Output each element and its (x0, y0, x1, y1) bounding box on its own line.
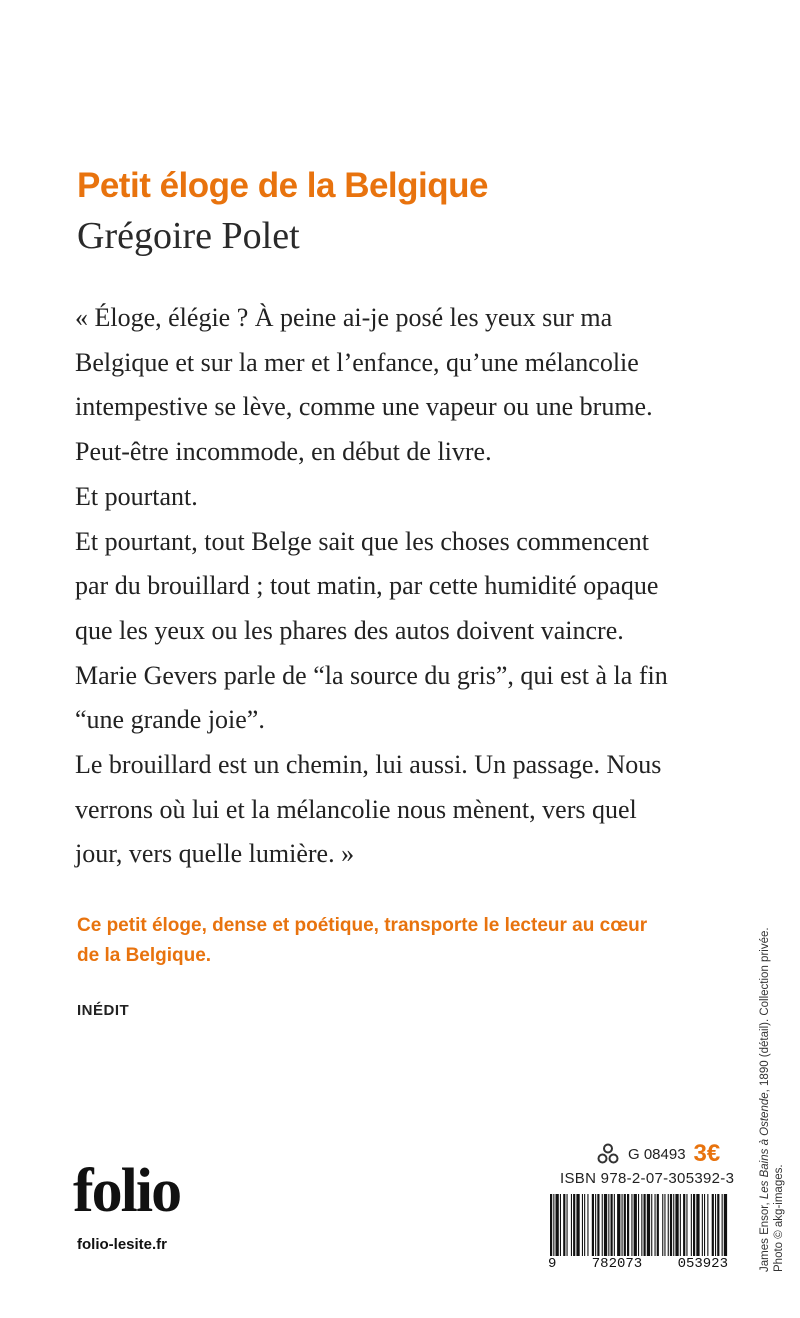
barcode-bar (560, 1194, 561, 1264)
quote-line: Peut-être incommode, en début de livre. (75, 437, 492, 467)
quote-line: que les yeux ou les phares des autos doivent vaincre. (75, 615, 624, 645)
barcode-bar (641, 1194, 642, 1264)
barcode-bar (670, 1194, 672, 1264)
barcode-bar (651, 1194, 652, 1264)
barcode-digit-group: 053923 (677, 1256, 728, 1272)
quote-line: Et pourtant. (75, 481, 198, 511)
book-blurb (77, 911, 737, 971)
quote-line: Belgique et sur la mer et l’enfance, qu’une mélancolie (75, 347, 639, 377)
barcode-bar (657, 1194, 659, 1264)
barcode-bar (556, 1194, 559, 1264)
barcode-bar (704, 1194, 705, 1264)
book-title: Petit éloge de la Belgique (77, 166, 488, 205)
quote-excerpt (75, 296, 765, 877)
credit-line: Photo © akg-images. (773, 1164, 785, 1272)
barcode-bar (715, 1194, 716, 1264)
quote-line: « Éloge, élégie ? À peine ai-je posé les yeux sur ma (75, 303, 613, 332)
barcode-bar (631, 1194, 632, 1264)
barcode-bar (634, 1194, 637, 1264)
barcode-bar (627, 1194, 629, 1264)
quote-line: verrons où lui et la mélancolie nous mènent, vers quel (75, 794, 637, 824)
barcode-bar (717, 1194, 719, 1264)
barcode-bar (611, 1194, 613, 1264)
barcode-bar (617, 1194, 620, 1264)
barcode-bar (702, 1194, 703, 1264)
barcode-digit-group: 9 (548, 1256, 557, 1272)
barcode-bar (673, 1194, 674, 1264)
barcode-bar (624, 1194, 626, 1264)
blurb-line: de la Belgique. (77, 945, 212, 966)
barcode-bar (587, 1194, 588, 1264)
barcode-bar (595, 1194, 596, 1264)
barcode-bar (693, 1194, 695, 1264)
barcode-bar (567, 1194, 568, 1264)
book-author: Grégoire Polet (77, 215, 300, 257)
barcode-bar (608, 1194, 609, 1264)
catalog-code: G 08493 (628, 1145, 686, 1163)
barcode-bar (584, 1194, 585, 1264)
barcode-bar (571, 1194, 572, 1264)
barcode-bar (622, 1194, 623, 1264)
barcode-bar (722, 1194, 723, 1264)
quote-line: Le brouillard est un chemin, lui aussi. Un passage. Nous (75, 750, 662, 780)
barcode-bar (602, 1194, 603, 1264)
price-tag: 3€ (693, 1140, 721, 1167)
barcode-bar (712, 1194, 714, 1264)
quote-line: Et pourtant, tout Belge sait que les choses commencent (75, 526, 650, 556)
barcode-bar (707, 1194, 708, 1264)
barcode-bar (644, 1194, 646, 1264)
credit-line: James Ensor, Les Bains à Ostende, 1890 (détail). Collection privée. (759, 927, 771, 1272)
barcode (548, 1194, 728, 1264)
barcode-bar (592, 1194, 594, 1264)
barcode-digits (548, 1256, 728, 1272)
blurb-line: Ce petit éloge, dense et poétique, transporte le lecteur au cœur (77, 915, 648, 936)
barcode-bar (553, 1194, 554, 1264)
barcode-bar (668, 1194, 669, 1264)
quote-line: “une grande joie”. (75, 705, 265, 735)
price-category-icon (596, 1142, 620, 1166)
barcode-bar (680, 1194, 681, 1264)
price-row (596, 1140, 720, 1168)
barcode-digit-group: 782073 (591, 1256, 643, 1272)
barcode-bar (664, 1194, 665, 1264)
barcode-bar (675, 1194, 678, 1264)
barcode-bar (683, 1194, 685, 1264)
barcode-bar (724, 1194, 727, 1264)
quote-line: jour, vers quelle lumière. » (75, 839, 355, 869)
barcode-bar (582, 1194, 583, 1264)
barcode-bar (604, 1194, 607, 1264)
barcode-bar (686, 1194, 687, 1264)
barcode-bar (696, 1194, 699, 1264)
publisher-website[interactable]: folio-lesite.fr (77, 1236, 168, 1253)
barcode-bar (647, 1194, 650, 1264)
quote-line: intempestive se lève, comme une vapeur ou une brume. (75, 392, 653, 422)
publisher-logo: folio (73, 1157, 181, 1225)
barcode-bar (662, 1194, 663, 1264)
barcode-bar (638, 1194, 639, 1264)
quote-line: par du brouillard ; tout matin, par cette humidité opaque (75, 571, 659, 601)
barcode-bar (573, 1194, 575, 1264)
barcode-bar (655, 1194, 656, 1264)
barcode-bar (563, 1194, 565, 1264)
edition-label: INÉDIT (77, 1002, 130, 1019)
barcode-bar (614, 1194, 615, 1264)
quote-line: Marie Gevers parle de “la source du gris”, qui est à la fin (75, 660, 668, 690)
isbn-number: ISBN 978-2-07-305392-3 (560, 1170, 735, 1187)
barcode-bar (691, 1194, 692, 1264)
barcode-bar (576, 1194, 579, 1264)
barcode-bar (550, 1194, 552, 1264)
barcode-bar (597, 1194, 599, 1264)
